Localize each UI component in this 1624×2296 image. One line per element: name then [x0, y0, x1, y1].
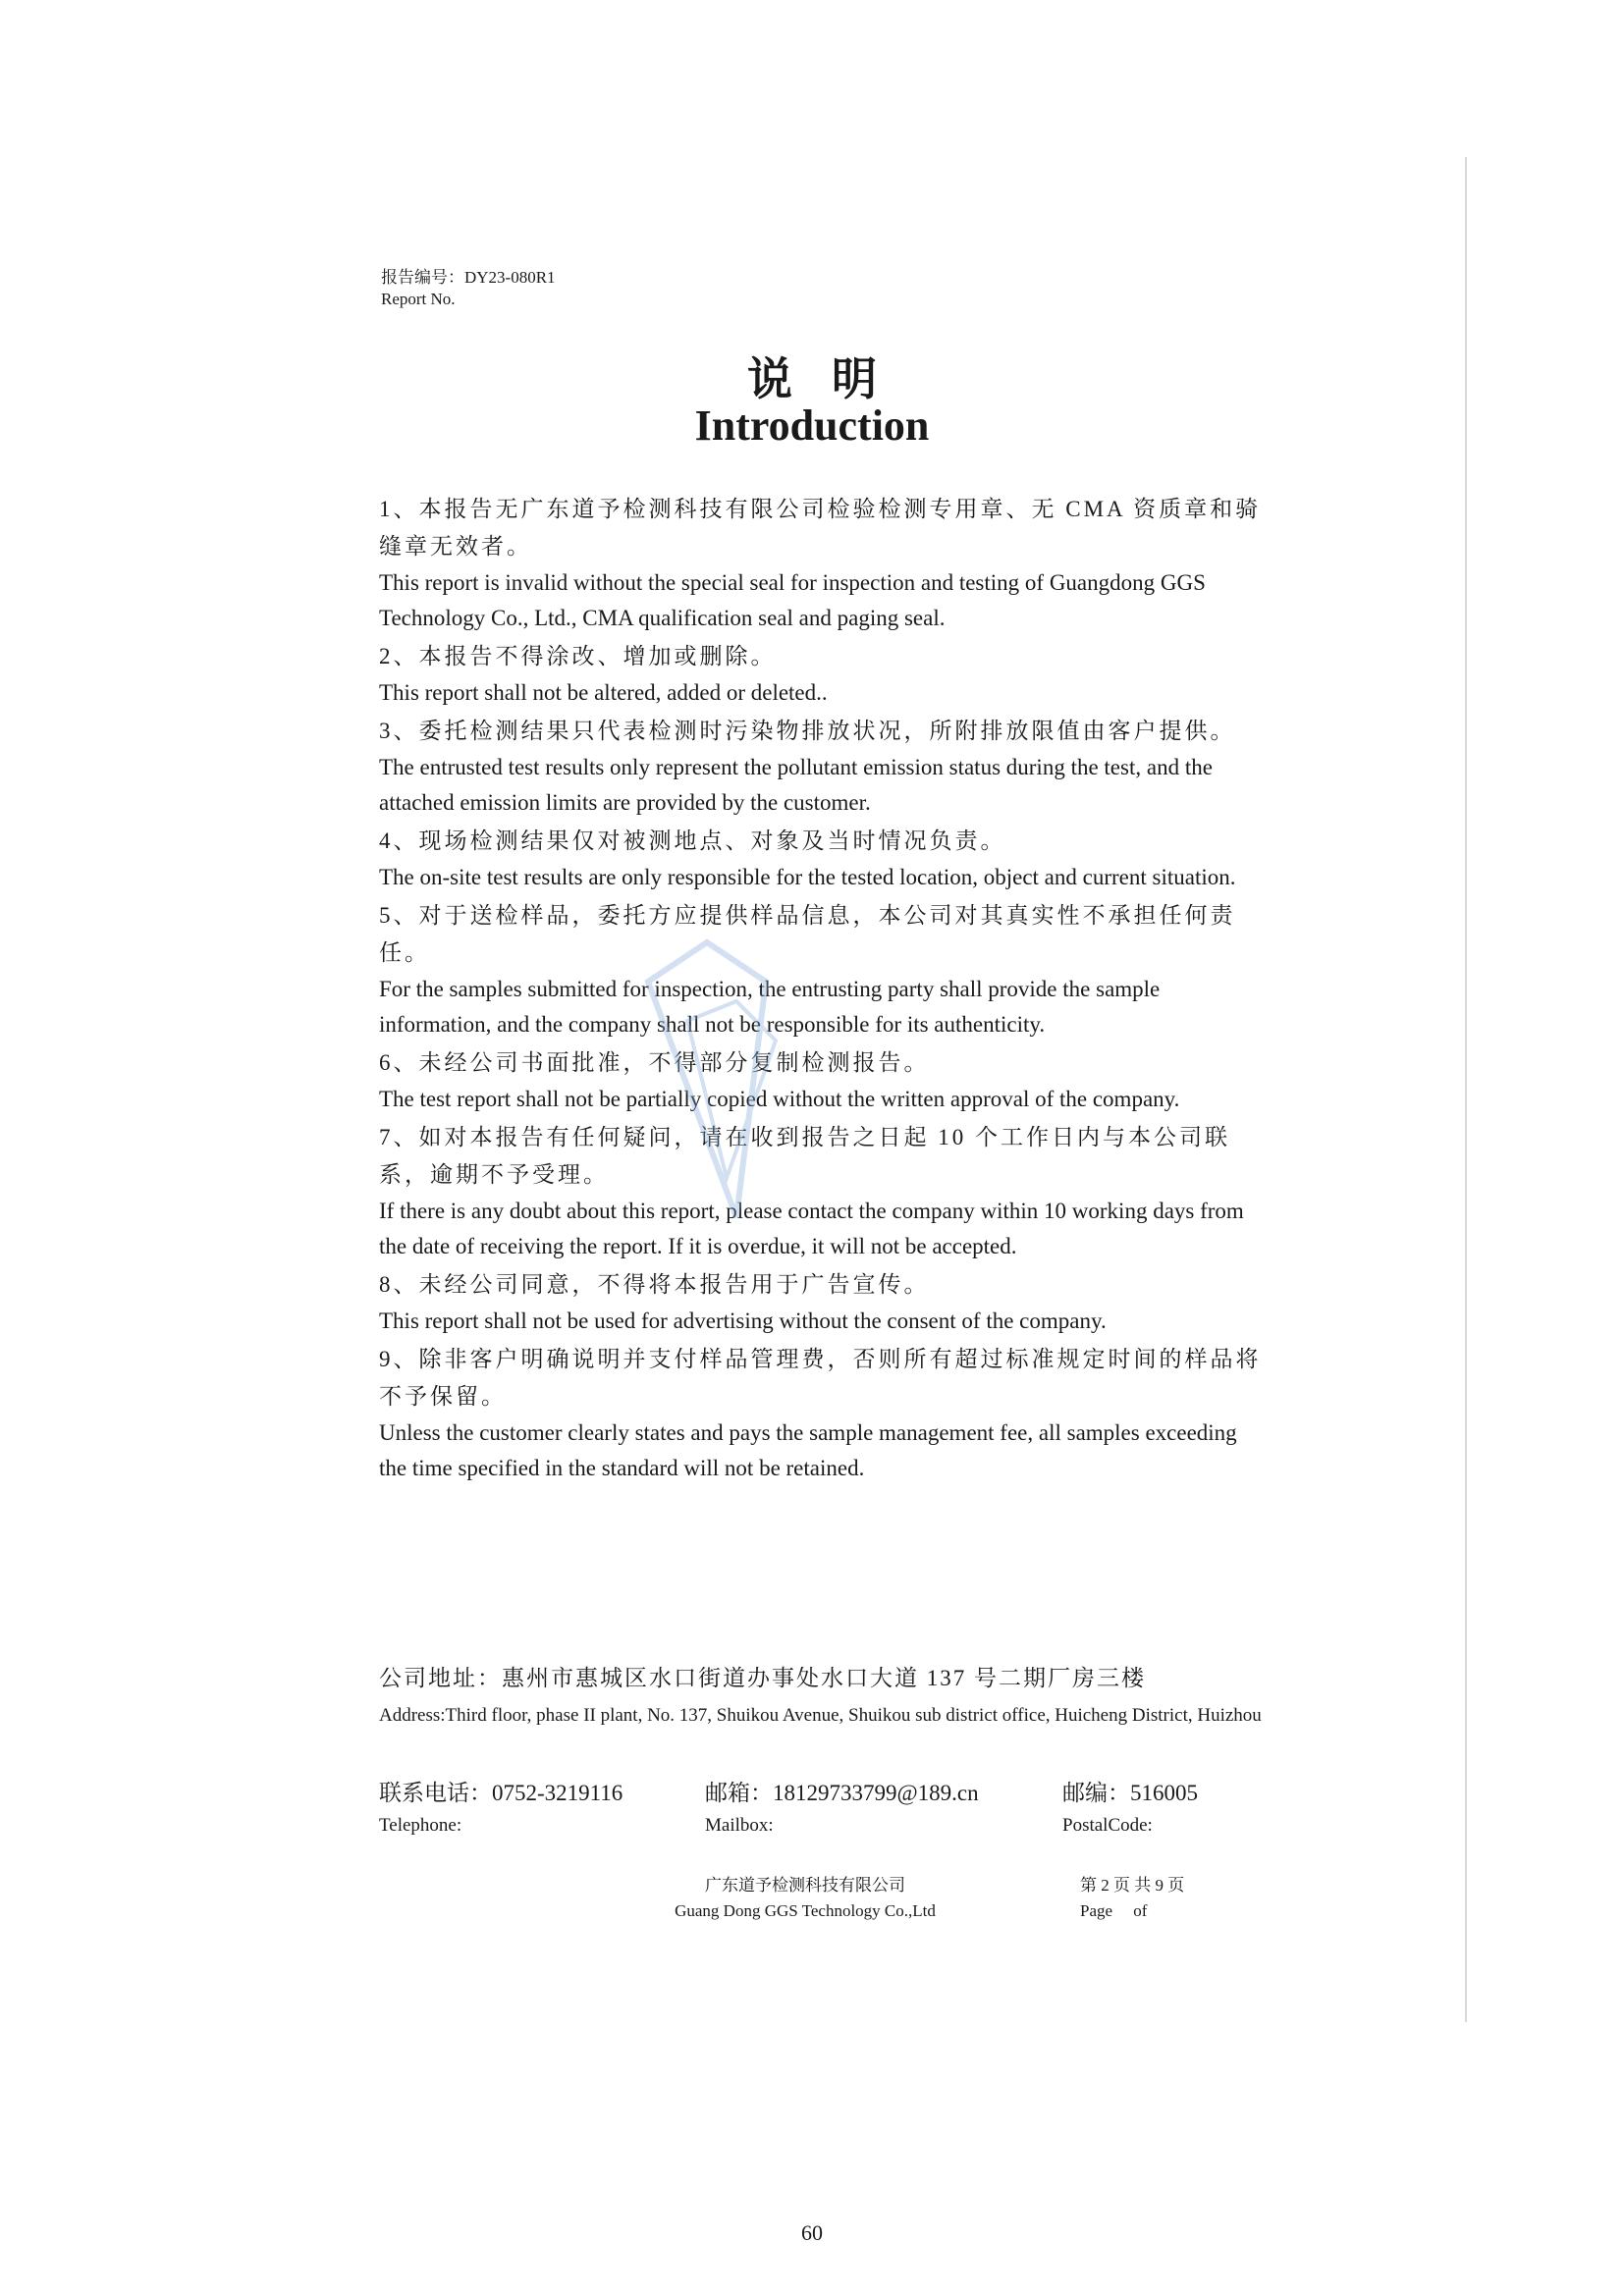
item-text-en: For the samples submitted for inspection, the entrusting party shall provide the sample information, and the company shall not be responsible for its authenticity. [379, 977, 1161, 1037]
page-title-cn: 说明 [747, 354, 916, 404]
watermark-logo [628, 923, 825, 1256]
item-text-cn: 7、如对本报告有任何疑问，请在收到报告之日起 10 个工作日内与本公司联系，逾期不予受理。 [379, 1125, 1230, 1187]
company-address [379, 1659, 1322, 1734]
item-text-cn: 1、本报告无广东道予检测科技有限公司检验检测专用章、无 CMA 资质章和骑缝章无效者。 [379, 497, 1262, 559]
mailbox-block [705, 1777, 979, 1842]
item-text-en: If there is any doubt about this report, please contact the company within 10 working days from the date of receiving the report. If it is overdue, it will not be accepted. [379, 1199, 1244, 1258]
company-name-cn: 广东道予检测科技有限公司 [705, 1876, 905, 1895]
page-title-en: Introduction [694, 401, 930, 450]
list-item [379, 1341, 1263, 1486]
item-text-en: The on-site test results are only responsible for the tested location, object and current situation. [379, 865, 1236, 889]
item-text-en: This report shall not be altered, added or deleted.. [379, 680, 828, 705]
postal-en: PostalCode: [1062, 1815, 1153, 1836]
company-name-en: Guang Dong GGS Technology Co.,Ltd [675, 1901, 936, 1920]
item-text-cn: 4、现场检测结果仅对被测地点、对象及当时情况负责。 [379, 828, 1006, 853]
item-text-cn: 9、除非客户明确说明并支付样品管理费，否则所有超过标准规定时间的样品将不予保留。 [379, 1347, 1262, 1409]
telephone-en: Telephone: [379, 1815, 462, 1836]
report-number [381, 267, 556, 310]
mailbox-cn: 邮箱：18129733799@189.cn [705, 1781, 979, 1805]
item-text-cn: 3、委托检测结果只代表检测时污染物排放状况，所附排放限值由客户提供。 [379, 719, 1236, 743]
item-text-en: This report shall not be used for advertising without the consent of the company. [379, 1308, 1107, 1333]
report-number-en: Report No. [381, 290, 456, 308]
item-text-en: The test report shall not be partially copied without the written approval of the company. [379, 1087, 1180, 1111]
list-item [379, 1266, 1263, 1339]
item-text-cn: 8、未经公司同意，不得将本报告用于广告宣传。 [379, 1272, 930, 1297]
item-text-cn: 5、对于送检样品，委托方应提供样品信息，本公司对其真实性不承担任何责任。 [379, 903, 1236, 965]
item-text-cn: 6、未经公司书面批准，不得部分复制检测报告。 [379, 1050, 930, 1075]
telephone-block [379, 1777, 623, 1842]
telephone-cn: 联系电话：0752-3219116 [379, 1781, 623, 1805]
page-indicator-cn: 第 2 页 共 9 页 [1080, 1876, 1185, 1895]
list-item [379, 491, 1263, 636]
list-item [379, 713, 1263, 821]
item-text-en: The entrusted test results only represent the pollutant emission status during the test, and the attached emission limits are provided by the customer. [379, 755, 1213, 815]
postal-block [1062, 1777, 1198, 1842]
postal-cn: 邮编：516005 [1062, 1781, 1198, 1805]
item-text-en: Unless the customer clearly states and pays the sample management fee, all samples exceeding the time specified in the standard will not be retained. [379, 1420, 1237, 1480]
company-name-footer [628, 1873, 982, 1924]
page-indicator-en: Page of [1080, 1901, 1148, 1920]
page-number: 60 [801, 2220, 823, 2245]
page-indicator [1080, 1873, 1184, 1924]
report-number-cn: 报告编号：DY23-080R1 [381, 268, 556, 287]
item-text-cn: 2、本报告不得涂改、增加或删除。 [379, 644, 777, 668]
address-en: Address:Third floor, phase II plant, No. 137, Shuikou Avenue, Shuikou sub district office, Huicheng District, Huizhou [379, 1705, 1262, 1726]
item-text-en: This report is invalid without the special seal for inspection and testing of Guangdong GGS Technology Co., Ltd., CMA qualification seal and paging seal. [379, 570, 1206, 630]
list-item [379, 638, 1263, 711]
address-cn: 公司地址：惠州市惠城区水口街道办事处水口大道 137 号二期厂房三楼 [379, 1666, 1146, 1690]
mailbox-en: Mailbox: [705, 1815, 774, 1836]
list-item [379, 823, 1263, 895]
